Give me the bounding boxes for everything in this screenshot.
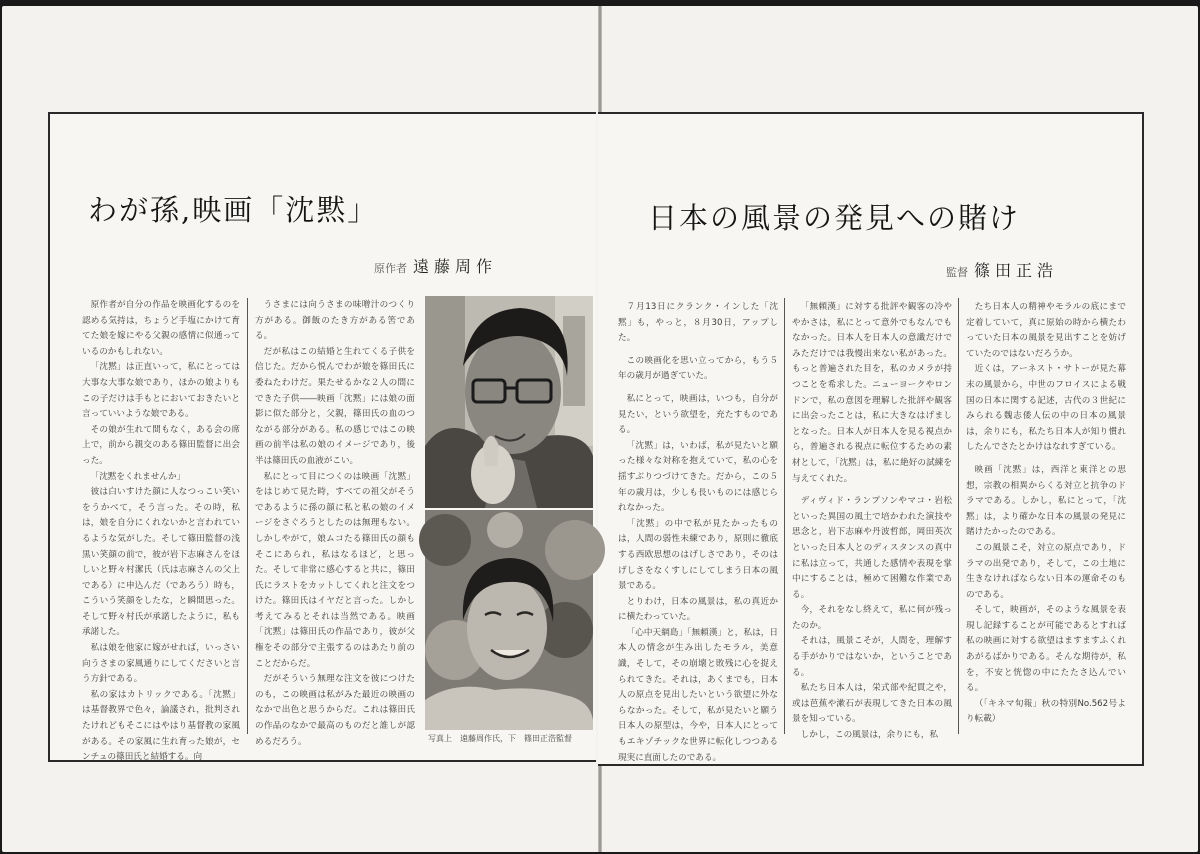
right-paragraph: 「沈黙」は，いわば，私が見たいと願った様々な対称を抱えていて，私の心を揺すぶりつづけてきた。だから，この５年の歳月は，少しも長いものには感じられなかった。	[618, 440, 778, 514]
right-paragraph: ７月13日にクランク・インした「沈黙」も，やっと，８月30日，アップした。	[618, 302, 778, 344]
right-byline-name: 篠田正浩	[974, 261, 1059, 280]
left-byline-role: 原作者	[374, 262, 407, 275]
right-paragraph: とりわけ，日本の風景は，私の真近かに横たわっていた。	[618, 596, 778, 623]
left-paragraph: 私にとって目につくのは映画「沈黙」をはじめて見た時，すべての祖父がそうであるように孫の顔に私と私の娘のイメージをさぐろうとしたのは無理もない。しかしやがて，娘ムコたる篠田氏の顔もそこにあられ，私はなるほど，と思った。そして非常に感心すると共に，篠田氏にラストをカットしてくれと注文をつけた。篠田氏はイヤだと言った。しかし考えてみるとそれは当然である。映画「沈黙」は篠田氏の作品であり，彼が父権をその部分で主張するのはあたり前のことだからだ。	[255, 471, 415, 669]
right-paragraph: 私にとって，映画は，いつも，自分が見たい，という欲望を，充たすものである。	[618, 393, 778, 436]
column-rule	[247, 298, 248, 734]
right-paragraph: ディヴィド・ランプソンやマコ・岩松といった異国の風土で培かわれた演技や思念と，岩下志麻や丹波哲郎，岡田英次といった日本人とのディスタンスの真中に私は立って，共通した感情や表現を掌中にすることは，極めて困難な作業である。	[792, 496, 952, 600]
left-paragraph: だがそういう無理な注文を彼につけたのも，この映画は私がみた最近の映画のなかで出色と思うからだ。これは篠田氏の作品のなかで最高のものだと誰しが認めるだろう。	[255, 674, 415, 747]
left-paragraph: 「沈黙」は正直いって，私にとっては大事な大事な娘であり，ほかの娘よりもこの子だけは手もとにおいておきたいと言っていいような娘である。	[82, 362, 240, 420]
right-paragraph: 「無頼漢」に対する批評や観客の冷ややかさは，私にとって意外でもなんでもなかった。日本人を日本人の意識だけでみただけでは我慢出来ない私があった。もっと普遍された目を，私のカメラが持つことを希求した。ニューヨークやロンドンで，私の意図を理解した批評や観客に出会ったことは，私に大きなはげましとなった。日本人が日本人を見る視点から，普遍される視点に転位するための素材として，「沈黙」は，私に絶好の試練を与えてくれた。	[792, 302, 952, 484]
right-paragraph: （「キネマ旬報」秋の特別No.562号より転載）	[966, 698, 1126, 725]
photo-shinoda-masahiro	[425, 510, 593, 730]
right-paragraph: 「沈黙」の中で私が見たかったものは，人間の弱性未練であり，原則に徹底する西欧思想のはげしさであり，そのはげしさをなくすしにしてしまう日本の風景である。	[618, 518, 778, 592]
left-paragraph: 彼は白いすけた顔に人なつっこい笑いをうかべて，そう言った。その時，私は，娘を自分にくれないかと言われているような気がした。そして篠田監督の浅黒い笑顔の前で，彼が岩下志麻さんをほしいと野々村潔氏（氏は志麻さんの父上である）に申込んだ（であろう）時も，こういう笑顔をしたな，と瞬間思った。そして野々村氏が承諾したように，私も承諾した。	[82, 487, 240, 638]
left-paragraph: だが私はこの結婚と生れてくる子供を信じた。だから悦んでわが娘を篠田氏に委ねたわけだ。果たせるかな２人の間にできた子供――映画「沈黙」には娘の面影に似た部分と，父親，篠田氏の血のつながる部分がある。私の感じではこの映画の前半は私の娘のイメージであり，後半は篠田氏の血液がこい。	[255, 346, 415, 466]
right-paragraph: 近くは，アーネスト・サトーが見た幕末の風景から，中世のフロイスによる戦国の日本に関する記述，古代の３世紀にみられる魏志倭人伝の中の日本の風景は，余りにも，私たち日本人が知り慣れしたんでさたとかけはなれすぎている。	[966, 364, 1126, 453]
left-paragraph: 原作者が自分の作品を映画化するのを認める気持は，ちょうど手塩にかけて育てた娘を嫁にやる父親の感情に似通っているのかもしれない。	[82, 300, 240, 357]
right-paragraph: そして，映画が，そのような風景を表現し記録することが可能であるとすれば私の映画に対する欲望はますますふくれあがるばかりである。そんな期待が，私を，不安と恍惚の中にたたさ込んでいる。	[966, 605, 1126, 694]
right-paragraph: たち日本人の精神やモラルの底にまで定着していて，真に原始の時から横たわっていた日本の風景を見出すことを妨げていたのではないだろうか。	[966, 302, 1126, 359]
left-paragraph: その娘が生れて間もなく，ある会の席上で，前から親交のある篠田監督に出会った。	[82, 424, 240, 466]
photo-endo-shusaku	[425, 296, 593, 508]
right-paragraph: この映画化を思い立ってから，もう５年の歳月が過ぎていた。	[618, 355, 778, 382]
right-byline	[946, 258, 1058, 281]
column-rule	[784, 298, 785, 734]
right-column-1	[618, 300, 778, 763]
left-article-title: わが孫,映画「沈黙」	[88, 193, 379, 227]
right-article-title: 日本の風景の発見への賭け	[648, 201, 1021, 235]
left-paragraph: うさまには向うさまの味噌汁のつくり方がある。御飯のたき方がある筈である。	[255, 300, 415, 342]
left-byline	[374, 254, 497, 277]
left-paragraph: 私の家はカトリックである。「沈黙」は基督教界で色々，論議され，批判されたけれどもそこにはやはり基督教の家風がある。その家風に生れ育った娘が，センチュの篠田氏と結婚する。向	[82, 689, 240, 763]
photo-caption: 写真上 遠藤周作氏，下 篠田正浩監督	[428, 734, 572, 743]
right-paragraph: それは，風景こそが，人間を，理解する手がかりではないか，ということである。	[792, 636, 952, 678]
right-paragraph: この風景こそ，対立の原点であり，ドラマの出発であり，そして，この土地に生きなければならない日本の運命そのものである。	[966, 542, 1126, 600]
right-byline-role: 監督	[946, 266, 968, 279]
left-column-2	[255, 298, 415, 747]
left-column-1	[82, 298, 240, 763]
right-paragraph: 「心中天網島」「無頼漢」と，私は，日本人の情念が生み出したモラル，美意識，そして，その崩壊と敗残に心を捉えられてきた。それは，あくまでも，日本人の原点を見出したいという欲望に外ならなかった。そして，私が見たいと願う日本人の原型は，今や，日本人にとってもエキゾチックな世界に転化しつつある現実に直面したのである。	[618, 627, 778, 763]
right-paragraph: しかし，この風景は，余りにも，私	[800, 730, 939, 741]
column-rule	[958, 298, 959, 734]
right-column-3	[966, 300, 1126, 725]
right-paragraph: 映画「沈黙」は，西洋と東洋との思想，宗教の相異からくる対立と抗争のドラマである。しかし，私にとって，「沈黙」は，より確かな日本の風景の発見に賭けたかったのである。	[966, 464, 1126, 538]
left-paragraph: 「沈黙をくれませんか」	[90, 471, 186, 482]
right-paragraph: 私たち日本人は，栄式部や紀貫之や，或は芭蕉や漱石が表現してきた日本の風景を知っている。	[792, 683, 952, 725]
right-paragraph: 今，それをなし終えて，私に何が残ったのか。	[792, 605, 952, 631]
left-paragraph: 私は娘を他家に嫁がせれば，いっさい向うさまの家風通りにしてくださいと言う方針である。	[82, 643, 240, 685]
left-byline-name: 遠藤周作	[413, 257, 498, 276]
right-column-2	[792, 300, 952, 741]
